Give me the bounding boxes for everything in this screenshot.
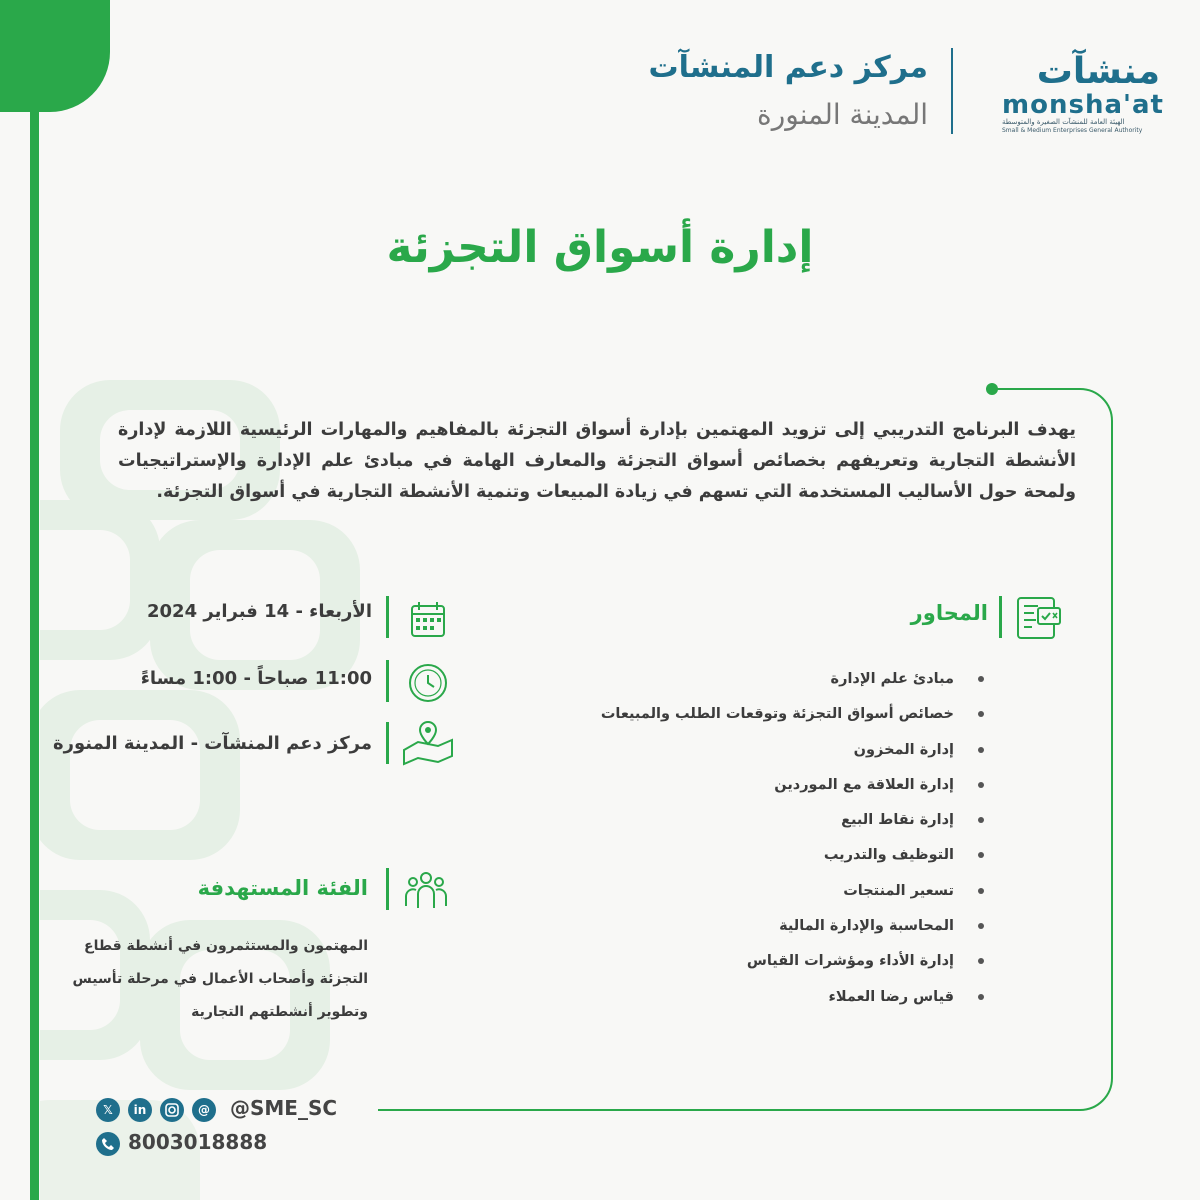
axes-separator: [999, 596, 1002, 638]
event-date: الأربعاء - 14 فبراير 2024: [147, 601, 372, 622]
time-separator: [386, 660, 389, 702]
linkedin-icon[interactable]: in: [128, 1098, 152, 1122]
group-icon: [398, 866, 454, 918]
event-location: مركز دعم المنشآت - المدينة المنورة: [53, 733, 372, 754]
clock-icon: [400, 656, 456, 708]
event-time: 11:00 صباحاً - 1:00 مساءً: [140, 668, 372, 689]
phone-number[interactable]: 8003018888: [128, 1130, 268, 1154]
threads-icon[interactable]: @: [192, 1098, 216, 1122]
axes-title: المحاور: [910, 601, 988, 625]
axes-list: [424, 664, 984, 1017]
frame-dot: [986, 383, 998, 395]
checklist-icon: [1010, 592, 1066, 644]
instagram-icon[interactable]: [160, 1098, 184, 1122]
list-item: تسعير المنتجات: [424, 876, 984, 911]
date-separator: [386, 596, 389, 638]
logo-subtitle-en: Small & Medium Enterprises General Authority: [1002, 127, 1143, 134]
logo-latin: monsha'at: [1002, 90, 1164, 120]
list-item: المحاسبة والإدارة المالية: [424, 911, 984, 946]
logo-subtitle-ar: الهيئة العامة للمنشآت الصغيرة والمتوسطة: [1002, 118, 1125, 126]
center-name: مركز دعم المنشآت: [648, 50, 928, 85]
social-handle[interactable]: @SME_SC: [230, 1096, 338, 1120]
list-item: إدارة نقاط البيع: [424, 805, 984, 840]
map-pin-icon: [398, 716, 454, 768]
list-item: إدارة الأداء ومؤشرات القياس: [424, 946, 984, 981]
list-item: التوظيف والتدريب: [424, 840, 984, 875]
target-title: الفئة المستهدفة: [197, 876, 368, 900]
center-city: المدينة المنورة: [757, 98, 928, 131]
logo-arabic: منشآت: [1036, 51, 1160, 92]
list-item: قياس رضا العملاء: [424, 982, 984, 1017]
location-separator: [386, 722, 389, 764]
calendar-icon: [400, 596, 456, 648]
list-item: مبادئ علم الإدارة: [424, 664, 984, 699]
program-description: يهدف البرنامج التدريبي إلى تزويد المهتمين بإدارة أسواق التجزئة بالمفاهيم والمهارات الرئيسية اللازمة لإدارة الأنشطة التجارية وتعريفهم بخصائص أسواق التجزئة والمعارف الهامة في مبادئ علم الإدارة والإستراتيجيات ولمحة حول الأساليب المستخدمة التي تسهم في زيادة المبيعات وتنمية الأنشطة التجارية في أسواق التجزئة.: [118, 420, 1076, 502]
x-icon[interactable]: 𝕏: [96, 1098, 120, 1122]
page-title: إدارة أسواق التجزئة: [386, 222, 814, 273]
target-description: المهتمون والمستثمرون في أنشطة قطاع التجزئة وأصحاب الأعمال في مرحلة تأسيس وتطوير أنشطتهم التجارية: [72, 938, 368, 1020]
list-item: إدارة المخزون: [424, 735, 984, 770]
list-item: إدارة العلاقة مع الموردين: [424, 770, 984, 805]
list-item: خصائص أسواق التجزئة وتوقعات الطلب والمبيعات: [424, 699, 984, 734]
target-separator: [386, 868, 389, 910]
phone-icon: [96, 1132, 120, 1156]
